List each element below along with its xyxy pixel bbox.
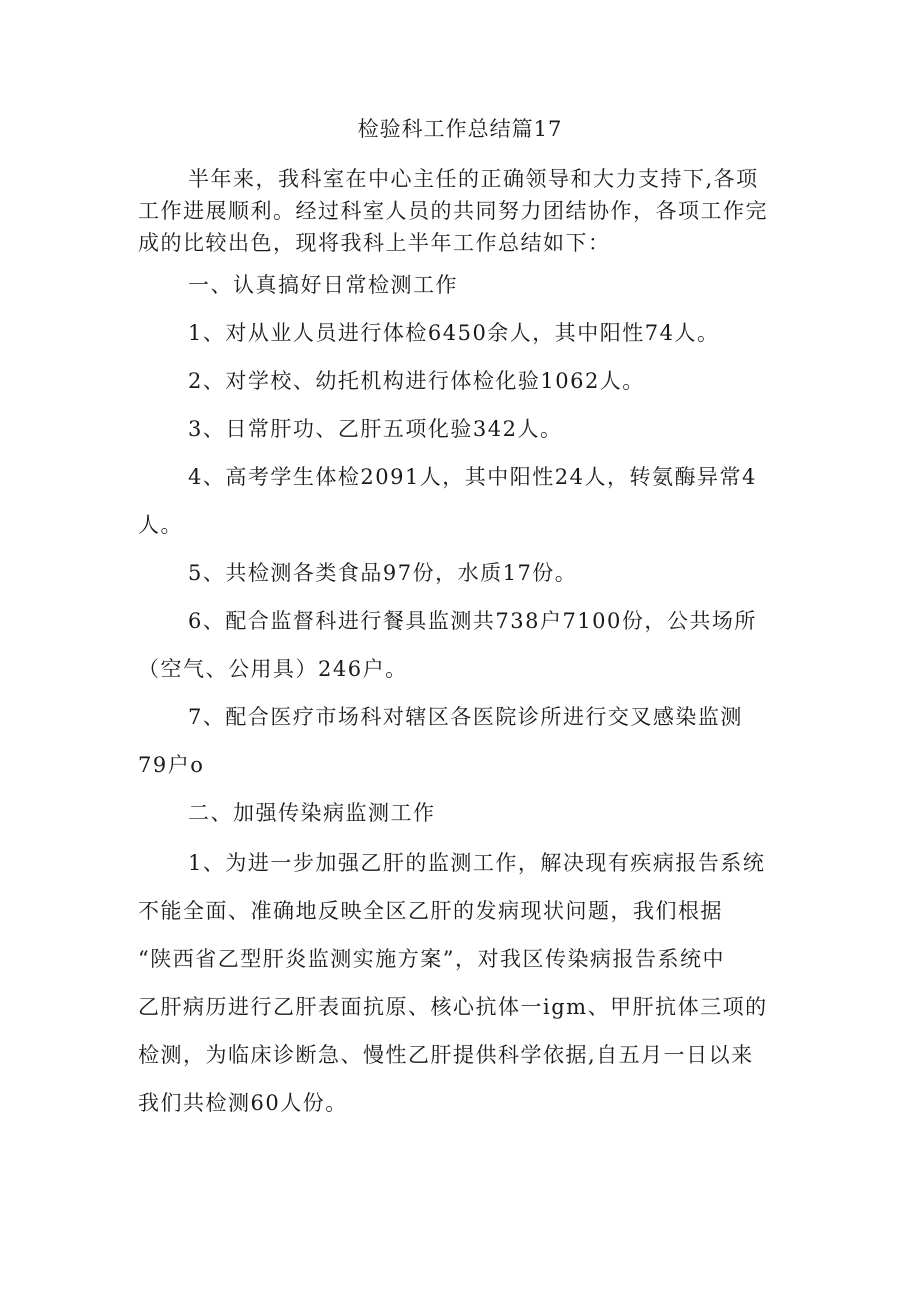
section-1-item-7-line-2: 79户o <box>138 753 205 777</box>
intro-line-2: 工作进展顺利。经过科室人员的共同努力团结协作，各项工作完 <box>138 199 768 223</box>
section-1-item-2: 2、对学校、幼托机构进行体检化验1062人。 <box>188 369 645 393</box>
section-2-heading: 二、加强传染病监测工作 <box>188 801 436 825</box>
section-2-paragraph-line-6: 我们共检测60人份。 <box>138 1091 348 1115</box>
section-1-item-4-line-2: 人。 <box>138 513 183 537</box>
section-1-item-4-line-1: 4、高考学生体检2091人，其中阳性24人，转氨酶异常4 <box>188 465 757 489</box>
section-2-paragraph-line-5: 检测，为临床诊断急、慢性乙肝提供科学依据,自五月一日以来 <box>138 1043 754 1067</box>
section-2-paragraph-line-1: 1、为进一步加强乙肝的监测工作，解决现有疾病报告系统 <box>188 851 766 875</box>
document-title: 检验科工作总结篇17 <box>357 117 563 141</box>
section-1-item-5: 5、共检测各类食品97份，水质17份。 <box>188 561 578 585</box>
section-1-item-3: 3、日常肝功、乙肝五项化验342人。 <box>188 417 563 441</box>
intro-line-3: 成的比较出色，现将我科上半年工作总结如下： <box>138 231 611 255</box>
section-1-heading: 一、认真搞好日常检测工作 <box>188 273 458 297</box>
section-1-item-6-line-1: 6、配合监督科进行餐具监测共738户7100份，公共场所 <box>188 609 757 633</box>
section-1-item-1: 1、对从业人员进行体检6450余人，其中阳性74人。 <box>188 321 720 345</box>
section-2-paragraph-line-4: 乙肝病历进行乙肝表面抗原、核心抗体一igm、甲肝抗体三项的 <box>138 995 768 1019</box>
section-2-paragraph-line-3: “陕西省乙型肝炎监测实施方案”，对我区传染病报告系统中 <box>138 947 725 971</box>
section-2-paragraph-line-2: 不能全面、准确地反映全区乙肝的发病现状问题，我们根据 <box>138 899 723 923</box>
intro-line-1: 半年来，我科室在中心主任的正确领导和大力支持下,各项 <box>188 167 759 191</box>
section-1-item-6-line-2: （空气、公用具）246户。 <box>138 657 408 681</box>
section-1-item-7-line-1: 7、配合医疗市场科对辖区各医院诊所进行交叉感染监测 <box>188 705 743 729</box>
